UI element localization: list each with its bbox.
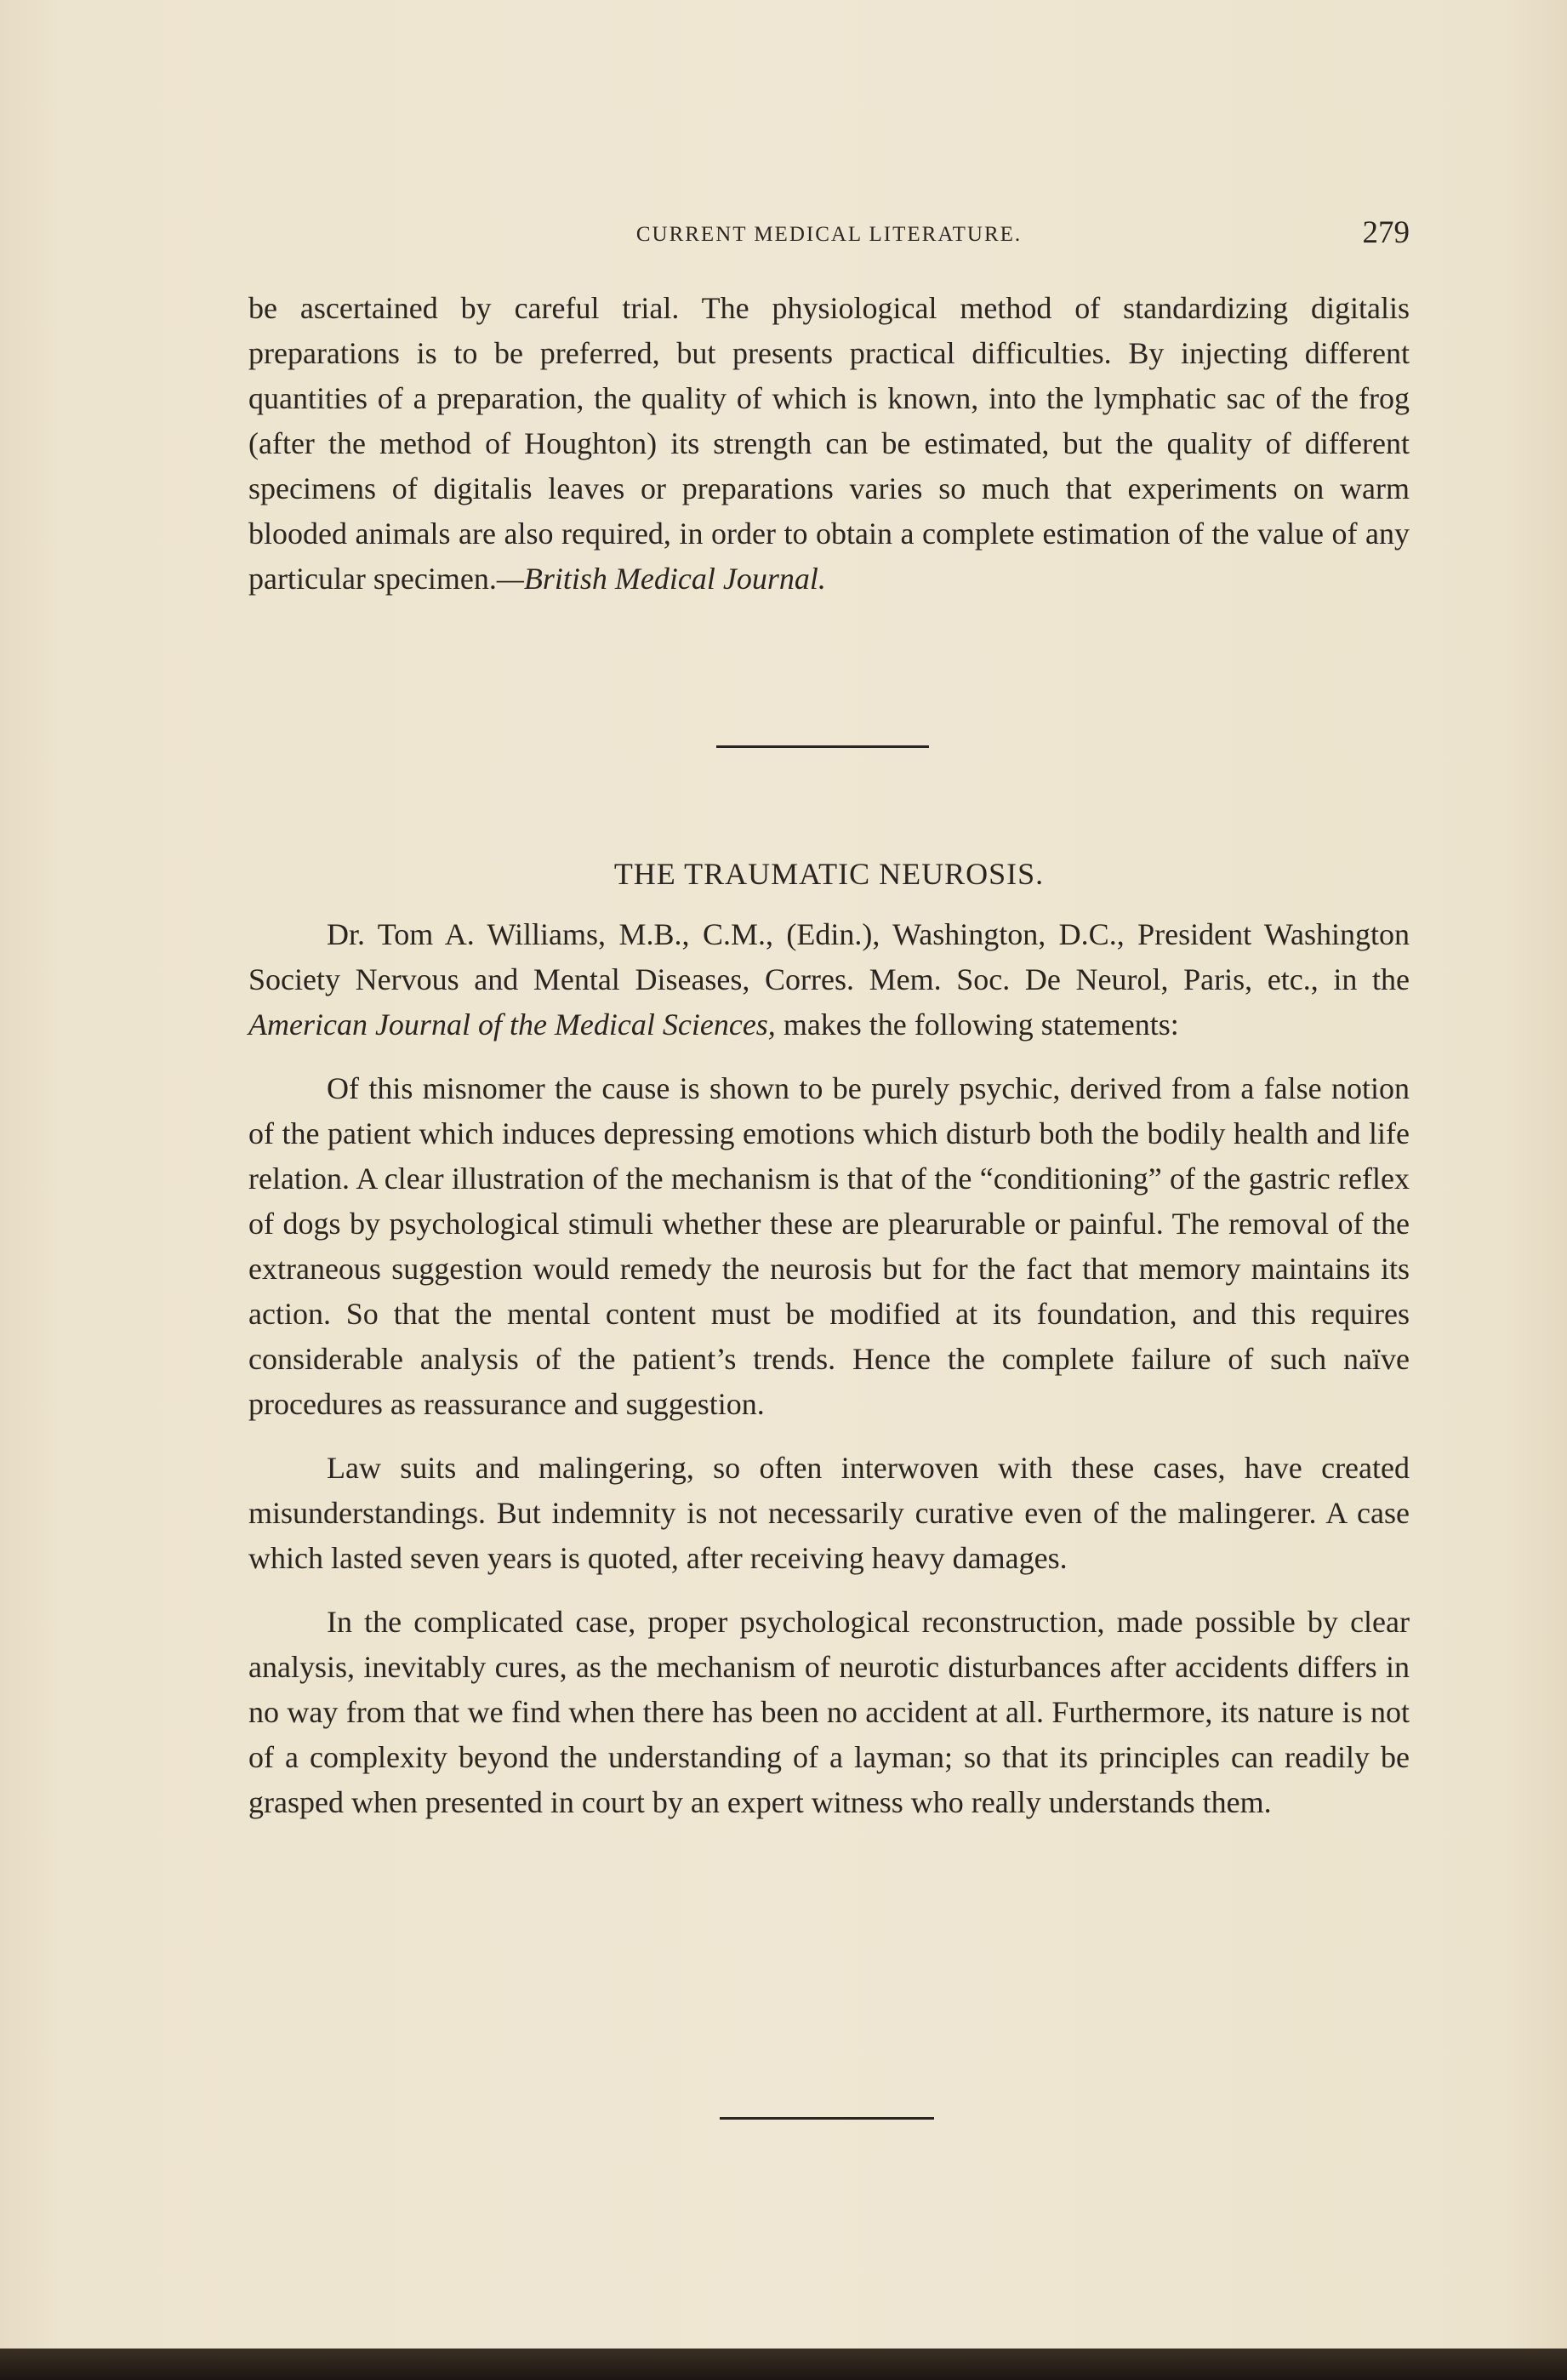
book-bottom-edge <box>0 2349 1567 2380</box>
second-article <box>248 912 1410 1825</box>
article-paragraph-3: In the complicated case, proper psychological reconstruction, made possible by clear analysis, inevitably cures, as the mechanism of neurotic disturbances after accidents differs in no way from that we find when there has been no accident at all. Furthermore, its nature is not of a complexity beyond the understanding of a layman; so that its principles can readily be grasped when presented in court by an expert witness who really understands them. <box>248 1605 1410 1819</box>
article-paragraph-2: Law suits and malingering, so often interwoven with these cases, have created misunderstandings. But indemnity is not necessarily curative even of the malingerer. A case which lasted seven years is quoted, after receiving heavy damages. <box>248 1451 1410 1575</box>
running-title: CURRENT MEDICAL LITERATURE. <box>635 223 1023 246</box>
running-head <box>248 214 1410 257</box>
article-paragraph-1: Of this misnomer the cause is shown to be purely psychic, derived from a false notion of the patient which induces depressing emotions which disturb both the bodily health and life relation. A clear illustration of the mechanism is that of the “conditioning” of the gastric reflex of dogs by psychological stimuli whether these are plearurable or painful. The removal of the extraneous suggestion would remedy the neurosis but for the fact that memory maintains its action. So that the mental content must be modified at its foundation, and this requires considerable analysis of the patient’s trends. Hence the complete failure of such naïve procedures as reassurance and suggestion. <box>248 1071 1410 1421</box>
first-article <box>248 286 1410 602</box>
article-intro <box>248 912 1410 1047</box>
page-number: 279 <box>1362 215 1410 250</box>
section-divider-top <box>716 745 929 748</box>
intro-text: Dr. Tom A. Williams, M.B., C.M., (Edin.), Washington, D.C., President Washington Society Nervous and Mental Diseases, Corres. Mem. Soc. De Neurol, Paris, etc., in the <box>248 917 1410 996</box>
intro-journal: American Journal of the Medical Sciences, <box>248 1007 776 1042</box>
first-article-text: be ascertained by careful trial. The physiological method of standardizing digitalis preparations is to be preferred, but presents practical difficulties. By injecting different quantities of a preparation, the quality of which is known, into the lymphatic sac of the frog (after the method of Houghton) its strength can be estimated, but the quality of different specimens of digitalis leaves or preparations varies so much that experiments on warm blooded animals are also required, in order to obtain a complete estimation of the value of any particular specimen. <box>248 291 1410 596</box>
first-article-source: —British Medical Journal. <box>496 562 826 596</box>
intro-end: makes the following statements: <box>775 1007 1179 1042</box>
article-title: THE TRAUMATIC NEUROSIS. <box>613 857 1045 891</box>
first-article-paragraph <box>248 286 1410 602</box>
section-divider-bottom <box>720 2117 934 2120</box>
